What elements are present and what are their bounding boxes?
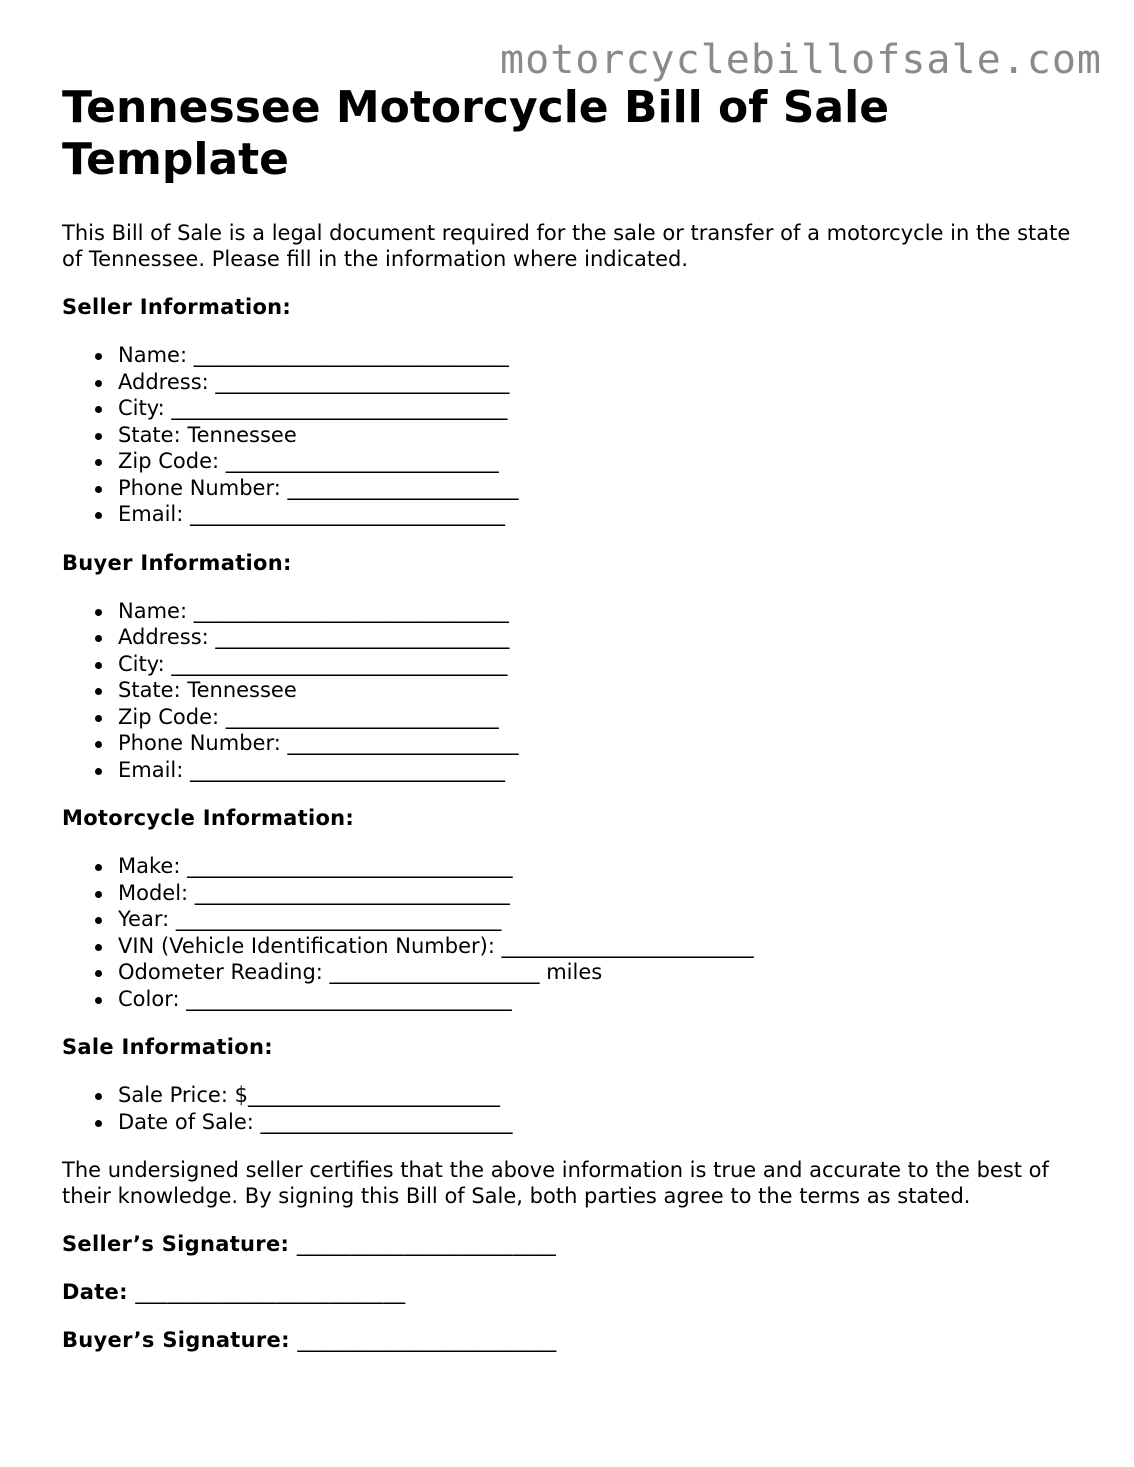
motorcycle-odometer-field[interactable]: Odometer Reading: ____________________ miles bbox=[118, 959, 1082, 986]
buyer-zip-field[interactable]: Zip Code: __________________________ bbox=[118, 704, 1082, 731]
motorcycle-fields-list bbox=[62, 853, 1082, 1012]
motorcycle-vin-field[interactable]: VIN (Vehicle Identification Number): ________________________ bbox=[118, 933, 1082, 960]
seller-name-field[interactable]: Name: ______________________________ bbox=[118, 342, 1082, 369]
watermark: motorcyclebillofsale.com bbox=[500, 37, 1102, 83]
seller-signature-blank[interactable]: ________________________ bbox=[296, 1232, 557, 1256]
buyer-signature-blank[interactable]: ________________________ bbox=[297, 1328, 557, 1352]
seller-section-heading: Seller Information: bbox=[62, 295, 292, 319]
seller-signature-label: Seller’s Signature: bbox=[62, 1232, 290, 1256]
date-signature-line[interactable] bbox=[62, 1279, 1082, 1305]
date-blank[interactable]: _________________________ bbox=[135, 1280, 406, 1304]
date-label: Date: bbox=[62, 1280, 128, 1304]
buyer-address-field[interactable]: Address: ____________________________ bbox=[118, 624, 1082, 651]
buyer-state-field: State: Tennessee bbox=[118, 677, 1082, 704]
sale-fields-list bbox=[62, 1082, 1082, 1135]
buyer-section-heading: Buyer Information: bbox=[62, 550, 292, 575]
intro-paragraph: This Bill of Sale is a legal document required for the sale or transfer of a motorcycle in the state of Tennessee. Please fill in the information where indicated. bbox=[62, 221, 1071, 271]
seller-fields-list bbox=[62, 342, 1082, 528]
motorcycle-model-field[interactable]: Model: ______________________________ bbox=[118, 880, 1082, 907]
document-page bbox=[62, 82, 1082, 1353]
certification-paragraph: The undersigned seller certifies that the above information is true and accurate to the best of their knowledge. By signing this Bill of Sale, both parties agree to the terms as stated. bbox=[62, 1158, 1049, 1208]
motorcycle-section-heading: Motorcycle Information: bbox=[62, 806, 355, 830]
buyer-city-field[interactable]: City: ________________________________ bbox=[118, 651, 1082, 678]
motorcycle-make-field[interactable]: Make: _______________________________ bbox=[118, 853, 1082, 880]
buyer-fields-list bbox=[62, 598, 1082, 784]
sale-price-field[interactable]: Sale Price: $________________________ bbox=[118, 1082, 1082, 1109]
buyer-signature-label: Buyer’s Signature: bbox=[62, 1328, 290, 1352]
seller-city-field[interactable]: City: ________________________________ bbox=[118, 395, 1082, 422]
seller-phone-field[interactable]: Phone Number: ______________________ bbox=[118, 475, 1082, 502]
sale-date-field[interactable]: Date of Sale: ________________________ bbox=[118, 1109, 1082, 1136]
buyer-phone-field[interactable]: Phone Number: ______________________ bbox=[118, 730, 1082, 757]
seller-state-field: State: Tennessee bbox=[118, 422, 1082, 449]
buyer-name-field[interactable]: Name: ______________________________ bbox=[118, 598, 1082, 625]
buyer-signature-line[interactable] bbox=[62, 1327, 1082, 1353]
seller-signature-line[interactable] bbox=[62, 1231, 1082, 1257]
motorcycle-year-field[interactable]: Year: _______________________________ bbox=[118, 906, 1082, 933]
buyer-email-field[interactable]: Email: ______________________________ bbox=[118, 757, 1082, 784]
seller-email-field[interactable]: Email: ______________________________ bbox=[118, 501, 1082, 528]
sale-section-heading: Sale Information: bbox=[62, 1035, 273, 1059]
page-title: Tennessee Motorcycle Bill of Sale Template bbox=[62, 82, 890, 185]
seller-zip-field[interactable]: Zip Code: __________________________ bbox=[118, 448, 1082, 475]
seller-address-field[interactable]: Address: ____________________________ bbox=[118, 369, 1082, 396]
motorcycle-color-field[interactable]: Color: _______________________________ bbox=[118, 986, 1082, 1013]
